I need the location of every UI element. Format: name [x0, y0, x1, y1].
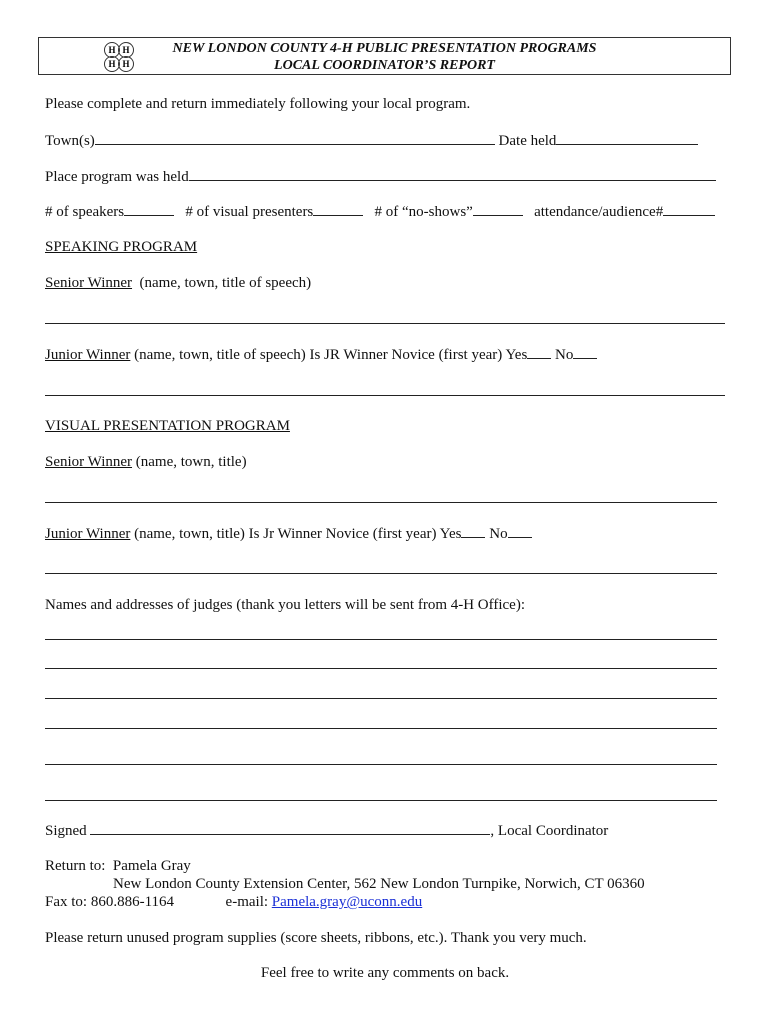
- email-label: e-mail:: [225, 894, 269, 910]
- visual-junior-label: Junior Winner: [45, 526, 131, 542]
- judges-label: Names and addresses of judges (thank you letters will be sent from 4-H Office):: [45, 597, 526, 613]
- fax-number: 860.886-1164: [90, 894, 175, 910]
- visual-novice-yes-field[interactable]: [461, 525, 485, 538]
- header-box: [38, 37, 731, 75]
- clover-leaf-letter: H: [108, 59, 116, 69]
- return-address: New London County Extension Center, 562 New London Turnpike, Norwich, CT 06360: [113, 876, 645, 892]
- signed-row: [45, 822, 608, 840]
- judges-line[interactable]: [45, 698, 717, 699]
- visual-junior-row: [45, 525, 532, 543]
- judges-line[interactable]: [45, 728, 717, 729]
- visual-presenters-label: # of visual presenters: [185, 204, 314, 220]
- place-label: Place program was held: [45, 169, 189, 185]
- towns-field[interactable]: [95, 132, 495, 145]
- visual-senior-row: [45, 454, 247, 471]
- counts-row: [45, 203, 715, 221]
- noshows-label: # of “no-shows”: [374, 204, 473, 220]
- clover-leaf-letter: H: [122, 45, 130, 55]
- speaking-junior-label: Junior Winner: [45, 347, 131, 363]
- speaking-novice-no-field[interactable]: [573, 346, 597, 359]
- comments-note: Feel free to write any comments on back.: [260, 965, 510, 981]
- speaking-senior-field[interactable]: [45, 323, 725, 324]
- speaking-junior-detail: (name, town, title of speech) Is JR Winner Novice (first year) Yes: [134, 347, 528, 363]
- signature-field[interactable]: [90, 822, 490, 835]
- visual-senior-field[interactable]: [45, 502, 717, 503]
- supplies-note: Please return unused program supplies (score sheets, ribbons, etc.). Thank you very much.: [45, 930, 587, 946]
- attendance-label: attendance/audience#: [534, 204, 664, 220]
- signed-suffix: , Local Coordinator: [490, 823, 609, 839]
- attendance-field[interactable]: [663, 203, 715, 216]
- visual-junior-detail: (name, town, title) Is Jr Winner Novice (first year) Yes: [134, 526, 462, 542]
- date-held-label: Date held: [498, 133, 557, 149]
- speaking-novice-no-label: No: [555, 347, 574, 363]
- visual-heading: VISUAL PRESENTATION PROGRAM: [45, 418, 290, 434]
- speaking-senior-detail: (name, town, title of speech): [139, 275, 312, 291]
- visual-senior-detail: (name, town, title): [135, 454, 247, 470]
- clover-leaf-letter: H: [122, 59, 130, 69]
- visual-novice-no-field[interactable]: [508, 525, 532, 538]
- speaking-heading: SPEAKING PROGRAM: [45, 239, 198, 255]
- return-label: Return to:: [45, 858, 106, 874]
- visual-presenters-field[interactable]: [313, 203, 363, 216]
- report-title: NEW LONDON COUNTY 4-H PUBLIC PRESENTATION PROGRAMS: [172, 41, 597, 56]
- contact-row: [45, 894, 422, 911]
- judges-line[interactable]: [45, 639, 717, 640]
- intro-text: Please complete and return immediately following your local program.: [45, 96, 471, 112]
- judges-line[interactable]: [45, 668, 717, 669]
- report-subtitle: LOCAL COORDINATOR’S REPORT: [274, 58, 495, 73]
- speakers-field[interactable]: [124, 203, 174, 216]
- judges-line[interactable]: [45, 800, 717, 801]
- speaking-junior-row: [45, 346, 597, 364]
- noshows-field[interactable]: [473, 203, 523, 216]
- email-link[interactable]: Pamela.gray@uconn.edu: [271, 894, 423, 910]
- judges-line[interactable]: [45, 764, 717, 765]
- speaking-senior-label: Senior Winner: [45, 275, 133, 291]
- return-row: [45, 858, 191, 875]
- place-row: [45, 168, 716, 186]
- date-held-field[interactable]: [556, 132, 698, 145]
- visual-novice-no-label: No: [489, 526, 508, 542]
- speakers-label: # of speakers: [45, 204, 125, 220]
- fax-label: Fax to:: [45, 894, 88, 910]
- place-field[interactable]: [189, 168, 716, 181]
- clover-leaf-letter: H: [108, 45, 116, 55]
- speaking-junior-field[interactable]: [45, 395, 725, 396]
- towns-label: Town(s): [45, 133, 95, 149]
- speaking-senior-row: [45, 275, 311, 292]
- visual-senior-label: Senior Winner: [45, 454, 133, 470]
- signed-label: Signed: [45, 823, 87, 839]
- speaking-novice-yes-field[interactable]: [527, 346, 551, 359]
- visual-junior-field[interactable]: [45, 573, 717, 574]
- return-name: Pamela Gray: [112, 858, 191, 874]
- towns-row: [45, 132, 698, 150]
